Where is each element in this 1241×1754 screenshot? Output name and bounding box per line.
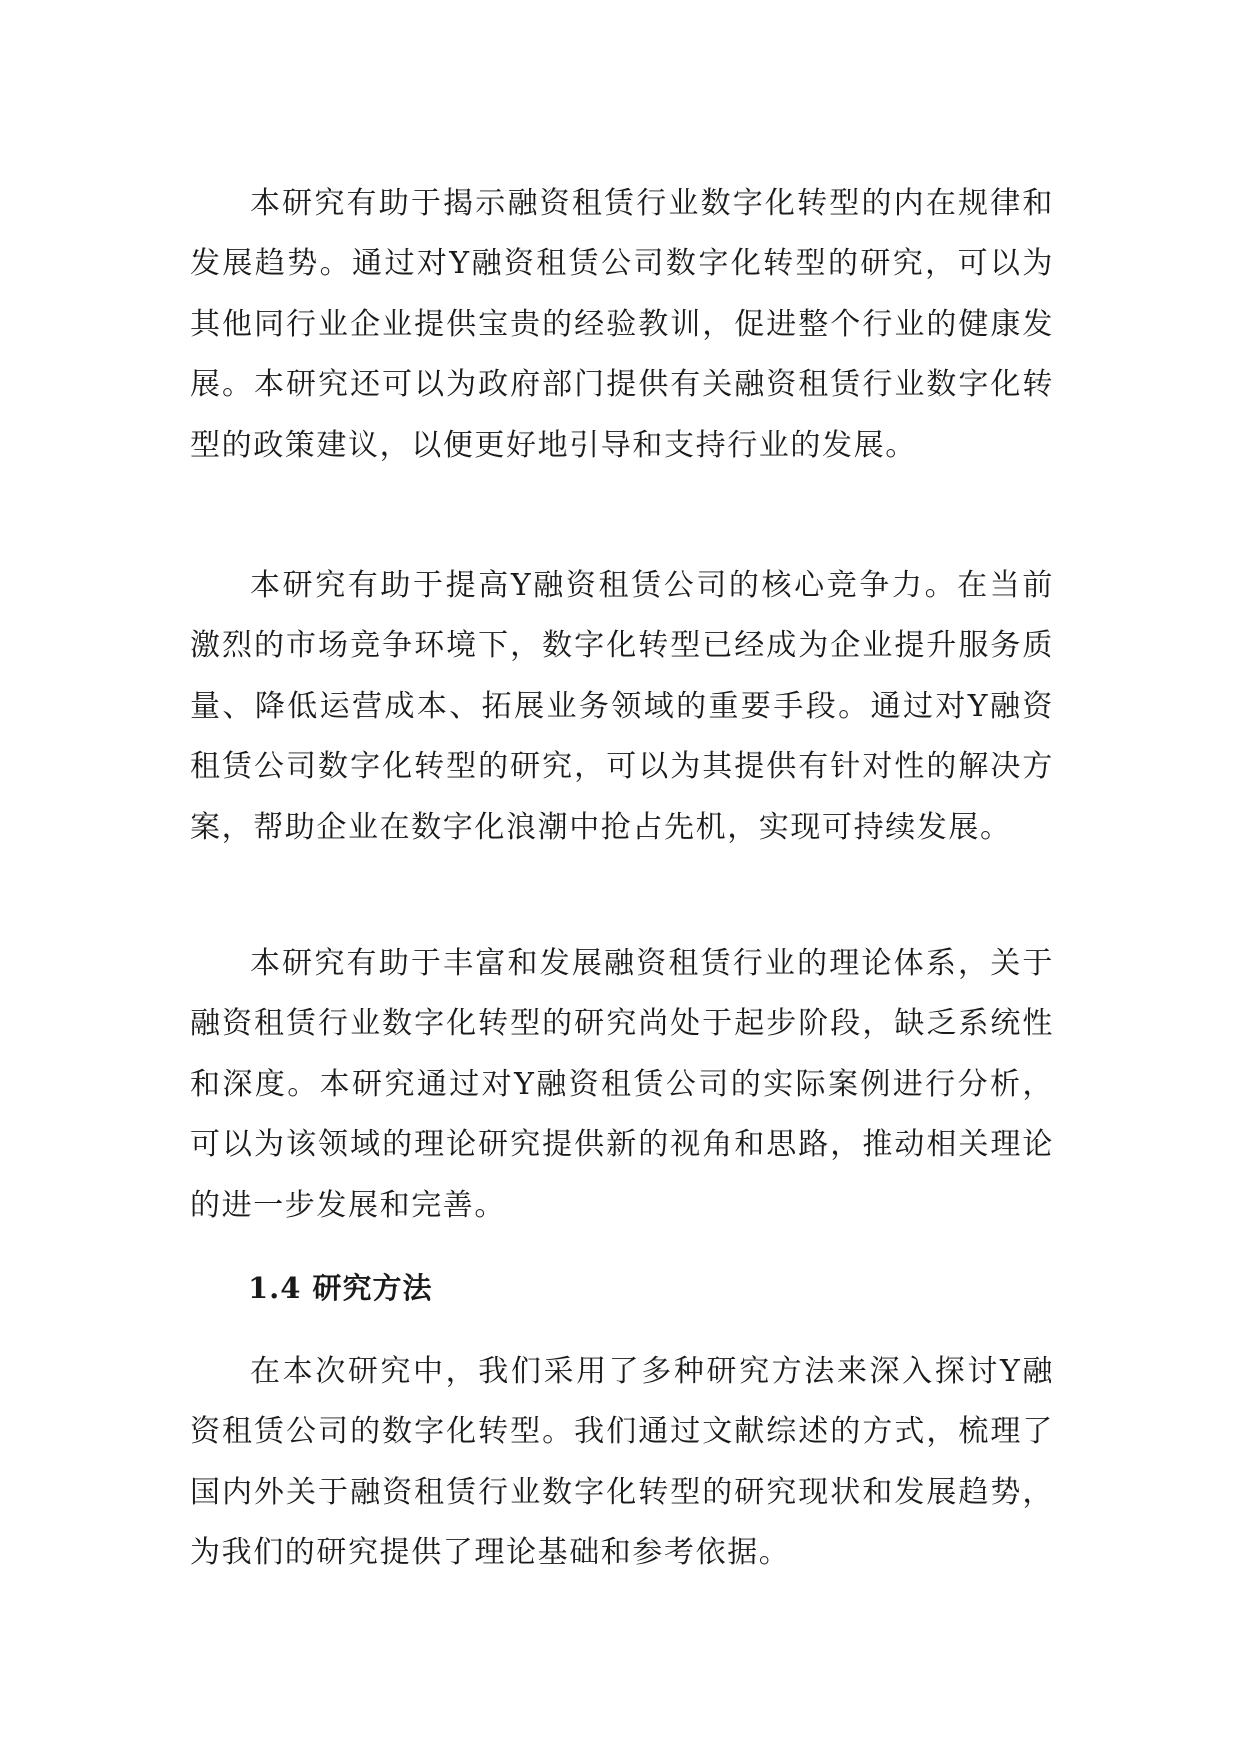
body-paragraph-core-competitiveness: 本研究有助于提高Y融资租赁公司的核心竞争力。在当前激烈的市场竞争环境下，数字化转型已经成为企业提升服务质量、降低运营成本、拓展业务领域的重要手段。通过对Y融资租赁公司数字化转型的研究，可以为其提供有针对性的解决方案，帮助企业在数字化浪潮中抢占先机，实现可持续发展。 — [190, 568, 1054, 845]
body-paragraph-theory-system: 本研究有助于丰富和发展融资租赁行业的理论体系，关于融资租赁行业数字化转型的研究尚处于起步阶段，缺乏系统性和深度。本研究通过对Y融资租赁公司的实际案例进行分析，可以为该领域的理论研究提供新的视角和思路，推动相关理论的进一步发展和完善。 — [190, 946, 1054, 1223]
body-paragraph-industry-research: 本研究有助于揭示融资租赁行业数字化转型的内在规律和发展趋势。通过对Y融资租赁公司数字化转型的研究，可以为其他同行业企业提供宝贵的经验教训，促进整个行业的健康发展。本研究还可以为政府部门提供有关融资租赁行业数字化转型的政策建议，以便更好地引导和支持行业的发展。 — [190, 186, 1054, 463]
section-heading-research-methods: 1.4 研究方法 — [248, 1271, 433, 1306]
section-paragraph-research-methods: 在本次研究中，我们采用了多种研究方法来深入探讨Y融资租赁公司的数字化转型。我们通过文献综述的方式，梳理了国内外关于融资租赁行业数字化转型的研究现状和发展趋势，为我们的研究提供了理论基础和参考依据。 — [190, 1354, 1054, 1571]
